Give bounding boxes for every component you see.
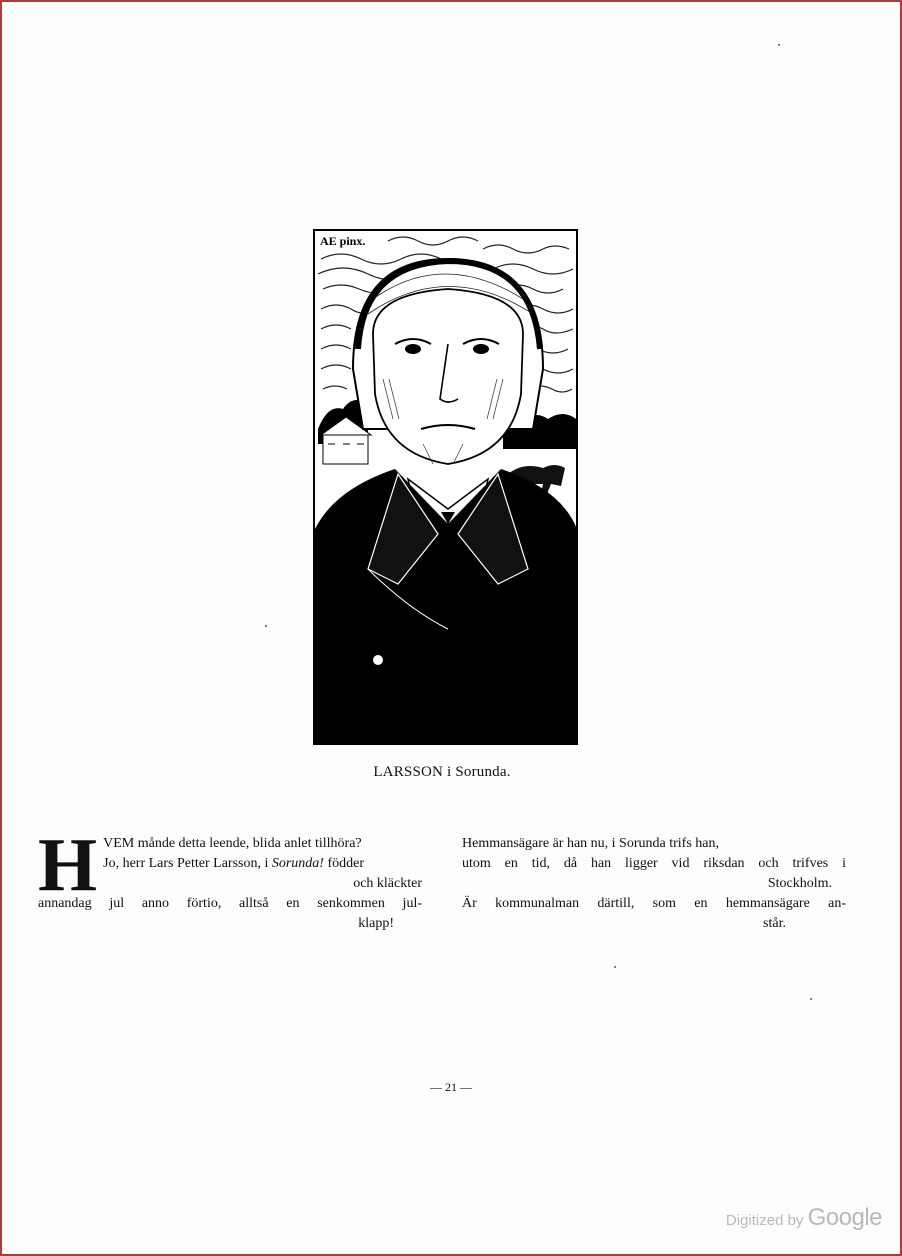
scan-speck	[778, 44, 780, 46]
poem-line: Jo, herr Lars Petter Larsson, i Sorunda! födder	[103, 856, 365, 871]
scan-speck	[265, 625, 267, 627]
poem-line: klapp!	[358, 916, 394, 931]
poem-line: Stockholm.	[767, 876, 832, 891]
poem-line: Hemmansägare är han nu, i Sorunda trifs han,	[462, 836, 719, 851]
poem-line: utom en tid, då han ligger vid riksdan och trifves i	[462, 856, 846, 871]
illustration-signature: AE pinx.	[320, 234, 366, 248]
watermark-prefix: Digitized by	[725, 1212, 804, 1229]
google-logo: Google	[807, 1204, 882, 1231]
poem-line: och kläckter	[353, 876, 422, 891]
poem-line: står.	[763, 916, 786, 931]
poem-italic-place: Sorunda!	[271, 856, 324, 871]
poem-line: VEM månde detta leende, blida anlet tillhöra?	[103, 836, 362, 851]
page-number: — 21 —	[430, 1080, 472, 1094]
poem-line: Är kommunalman därtill, som en hemmansägare an-	[462, 896, 846, 911]
poem-right-column	[462, 834, 846, 934]
google-watermark	[726, 1204, 882, 1232]
poem-line: annandag jul anno förtio, alltså en senkommen jul-	[38, 896, 422, 911]
portrait-caption: LARSSON i Sorunda.	[373, 764, 511, 780]
portrait-illustration	[313, 229, 578, 745]
scan-speck	[810, 998, 812, 1000]
scan-speck	[614, 966, 616, 968]
poem-left-column	[38, 823, 422, 934]
drop-cap: H	[38, 823, 98, 907]
